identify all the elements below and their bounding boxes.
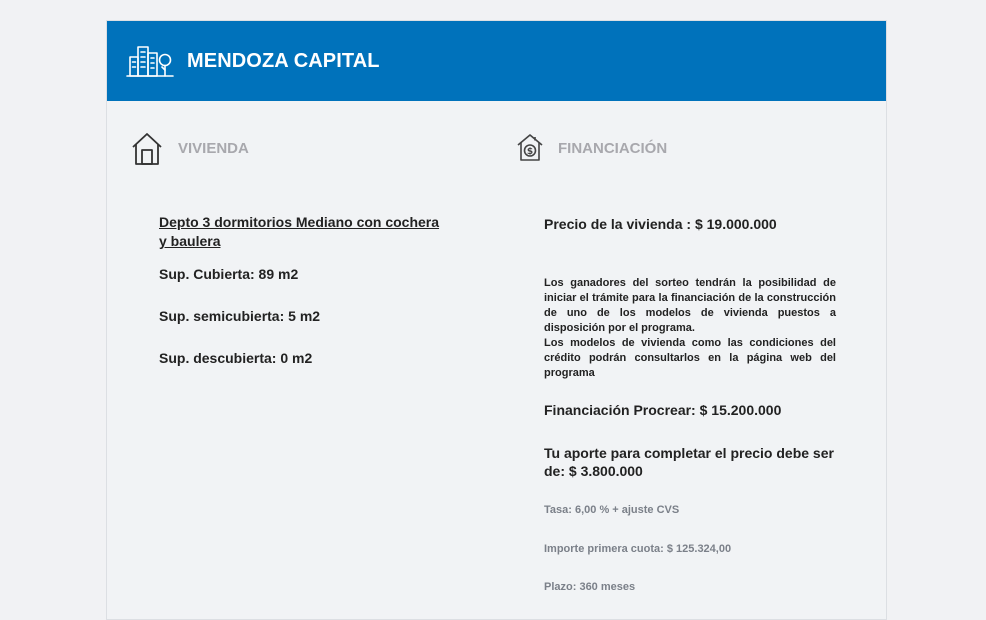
financiacion-heading: FINANCIACIÓN xyxy=(558,140,668,157)
info-paragraph-2: Los modelos de vivienda como las condiciones del crédito podrán consultarlos en la página web del programa xyxy=(544,337,836,379)
city-buildings-icon xyxy=(126,45,174,77)
procrear-financing: Financiación Procrear: $ 15.200.000 xyxy=(544,402,782,418)
property-type-link[interactable]: Depto 3 dormitorios Mediano con cochera y baulera xyxy=(159,214,440,249)
house-icon xyxy=(131,132,163,166)
house-dollar-icon xyxy=(516,132,544,162)
sup-descubierta: Sup. descubierta: 0 m2 xyxy=(159,350,313,366)
vivienda-header xyxy=(131,132,331,166)
info-paragraph-1: Los ganadores del sorteo tendrán la posibilidad de iniciar el trámite para la financiación de la construcción de uno de los modelos de vivienda puestos a disposición por el programa. xyxy=(544,277,836,334)
first-installment: Importe primera cuota: $ 125.324,00 xyxy=(544,543,732,555)
financiacion-header xyxy=(516,132,756,166)
svg-text:$: $ xyxy=(526,147,534,157)
housing-price: Precio de la vivienda : $ 19.000.000 xyxy=(544,216,777,232)
sup-cubierta: Sup. Cubierta: 89 m2 xyxy=(159,266,299,282)
required-contribution: Tu aporte para completar el precio debe ser de: $ 3.800.000 xyxy=(544,445,834,479)
vivienda-heading: VIVIENDA xyxy=(178,140,249,157)
sup-semicubierta: Sup. semicubierta: 5 m2 xyxy=(159,308,321,324)
lottery-result-card xyxy=(106,20,887,620)
financing-info-text xyxy=(544,276,836,381)
vivienda-details xyxy=(159,213,459,366)
loan-term: Plazo: 360 meses xyxy=(544,581,636,593)
location-title: MENDOZA CAPITAL xyxy=(187,50,380,72)
location-banner xyxy=(107,21,886,101)
interest-rate: Tasa: 6,00 % + ajuste CVS xyxy=(544,504,680,516)
